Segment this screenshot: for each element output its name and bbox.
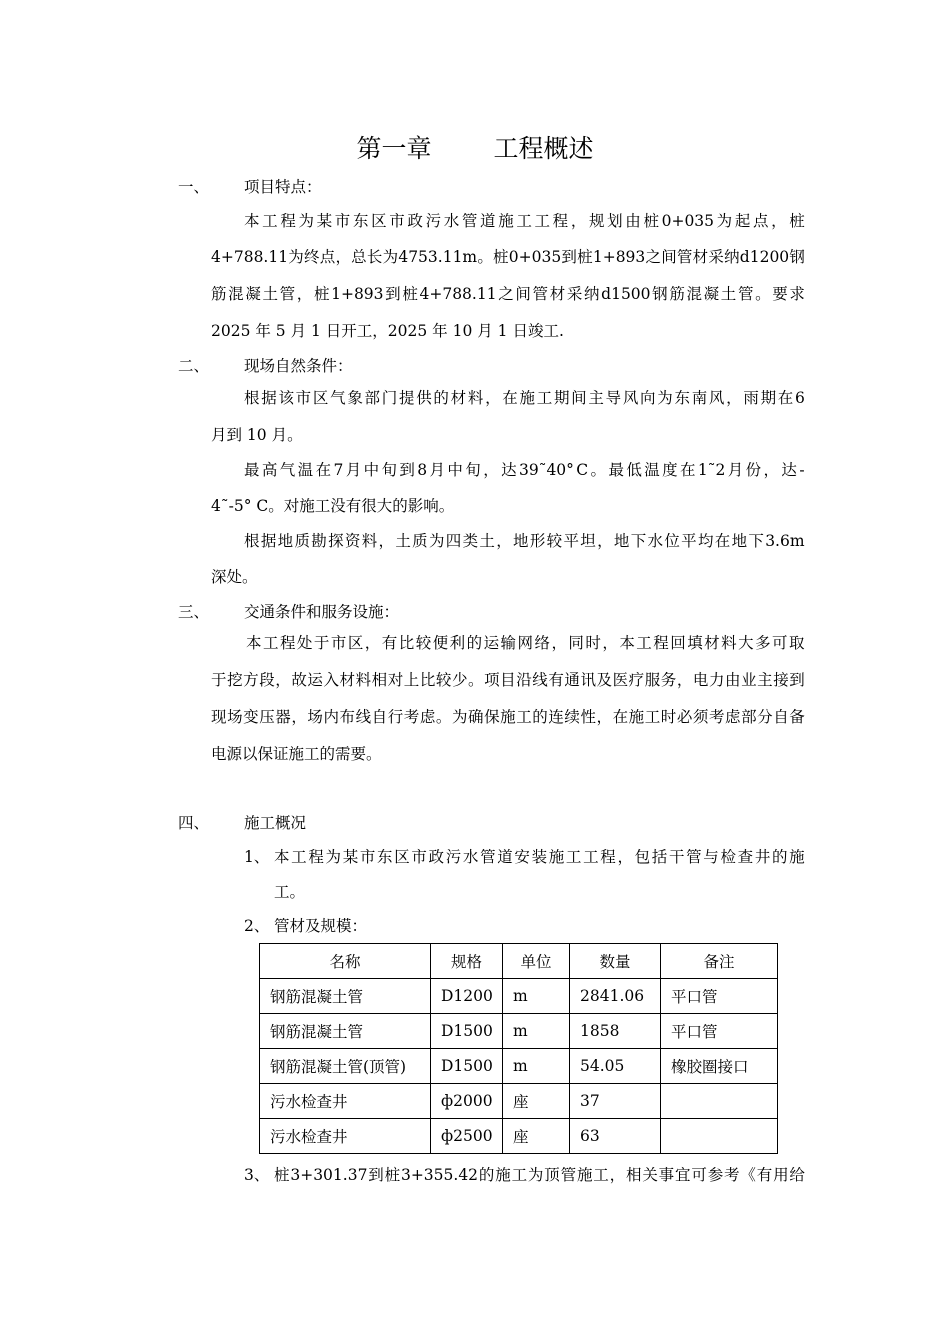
- table-cell: 橡胶圈接口: [661, 1049, 778, 1084]
- table-cell: ф2000: [431, 1084, 503, 1119]
- table-header-cell: 备注: [661, 944, 778, 979]
- table-cell: m: [503, 1049, 570, 1084]
- paragraph-line: 筋 混 凝 土 管 ， 桩 1+893 到 桩 4+788.11 之 间 管 材 采 纳 d1500 钢 筋 混 凝 土 管 。 要 求: [211, 285, 805, 303]
- section-3-heading: 交通条件和服务设施：: [244, 603, 400, 621]
- table-cell: ф2500: [431, 1119, 503, 1154]
- table-header-cell: 规格: [431, 944, 503, 979]
- table-cell: 钢筋混凝土管: [260, 979, 431, 1014]
- table-header-cell: 数量: [570, 944, 661, 979]
- table-cell: 座: [503, 1119, 570, 1154]
- item-3-number: 3、: [244, 1166, 270, 1184]
- paragraph-line: 于 挖 方 段 ， 故 运 入 材 料 相 对 上 比 较 少 。 项 目 沿 线 有 通 讯 及 医 疗 服 务 ， 电 力 由 业 主 接 到: [211, 671, 805, 689]
- table-cell: [661, 1119, 778, 1154]
- table-cell: 污水检查井: [260, 1119, 431, 1154]
- section-1-number: 一、: [178, 178, 210, 196]
- table-cell: m: [503, 979, 570, 1014]
- table-cell: 钢筋混凝土管: [260, 1014, 431, 1049]
- paragraph-line: 本 工 程 为 某 市 东 区 市 政 污 水 管 道 安 装 施 工 工 程 ， 包 括 干 管 与 检 查 井 的 施: [274, 848, 805, 866]
- paragraph-line: 月到 10 月。: [211, 426, 303, 444]
- section-2-number: 二、: [178, 357, 210, 375]
- table-row: [260, 979, 778, 1014]
- paragraph-line: 根 据 该 市 区 气 象 部 门 提 供 的 材 料 ， 在 施 工 期 间 主 导 风 向 为 东 南 风 ， 雨 期 在 6: [244, 389, 805, 407]
- paragraph-line: 2025 年 5 月 1 日开工，2025 年 10 月 1 日竣工.: [211, 322, 564, 340]
- table-cell: 37: [570, 1084, 661, 1119]
- paragraph-line: 本 工 程 处 于 市 区 ， 有 比 较 便 利 的 运 输 网 络 ， 同 时 ， 本 工 程 回 填 材 料 大 多 可 取: [246, 634, 805, 652]
- table-row: [260, 1119, 778, 1154]
- chapter-number: 第一章: [356, 134, 432, 163]
- table-cell: [661, 1084, 778, 1119]
- paragraph-line: 桩 3+301.37 到 桩 3+355.42 的 施 工 为 顶 管 施 工 ， 相 关 事 宜 可 参 考 《 有 用 给: [274, 1166, 805, 1184]
- paragraph-line: 最 高 气 温 在 7 月 中 旬 到 8 月 中 旬 ， 达 39˜40° C 。 最 低 温 度 在 1˜2 月 份 ， 达 -: [244, 461, 805, 479]
- paragraph-line: 本 工 程 为 某 市 东 区 市 政 污 水 管 道 施 工 工 程 ， 规 划 由 桩 0+035 为 起 点 ， 桩: [244, 212, 805, 230]
- chapter-title: [0, 131, 950, 167]
- table-cell: 1858: [570, 1014, 661, 1049]
- table-cell: D1200: [431, 979, 503, 1014]
- paragraph-line: 4+788.11 为 终 点 ， 总 长 为 4753.11m 。 桩 0+035 到 桩 1+893 之 间 管 材 采 纳 d1200 钢: [211, 248, 805, 266]
- paragraph-line: 现 场 变 压 器 ， 场 内 布 线 自 行 考 虑 。 为 确 保 施 工 的 连 续 性 ， 在 施 工 时 必 须 考 虑 部 分 自 备: [211, 708, 805, 726]
- table-row: [260, 1084, 778, 1119]
- paragraph-line: 根 据 地 质 勘 探 资 料 ， 土 质 为 四 类 土 ， 地 形 较 平 坦 ， 地 下 水 位 平 均 在 地 下 3.6m: [244, 532, 805, 550]
- table-header-row: [260, 944, 778, 979]
- item-1-number: 1、: [244, 848, 270, 866]
- section-1-heading: 项目特点：: [244, 178, 322, 196]
- paragraph-line: 管材及规模：: [274, 917, 368, 935]
- table-cell: 54.05: [570, 1049, 661, 1084]
- section-4-heading: 施工概况: [244, 814, 307, 832]
- pipe-materials-table: [259, 943, 778, 1154]
- table-cell: 63: [570, 1119, 661, 1154]
- section-4-number: 四、: [178, 814, 210, 832]
- section-3-number: 三、: [178, 603, 210, 621]
- paragraph-line: 4˜-5° C。对施工没有很大的影响。: [211, 497, 455, 515]
- table-cell: 污水检查井: [260, 1084, 431, 1119]
- section-2-heading: 现场自然条件：: [244, 357, 353, 375]
- table-cell: 钢筋混凝土管(顶管): [260, 1049, 431, 1084]
- table-cell: 2841.06: [570, 979, 661, 1014]
- paragraph-line: 深处。: [211, 568, 258, 586]
- chapter-name: 工程概述: [493, 134, 594, 163]
- paragraph-line: 工。: [274, 883, 306, 901]
- table-header-cell: 名称: [260, 944, 431, 979]
- table-cell: D1500: [431, 1049, 503, 1084]
- paragraph-line: 电源以保证施工的需要。: [211, 745, 382, 763]
- table-header-cell: 单位: [503, 944, 570, 979]
- table-cell: 平口管: [661, 979, 778, 1014]
- table-cell: m: [503, 1014, 570, 1049]
- table-cell: 平口管: [661, 1014, 778, 1049]
- table-cell: 座: [503, 1084, 570, 1119]
- table-cell: D1500: [431, 1014, 503, 1049]
- table-row: [260, 1014, 778, 1049]
- item-2-number: 2、: [244, 917, 270, 935]
- table-row: [260, 1049, 778, 1084]
